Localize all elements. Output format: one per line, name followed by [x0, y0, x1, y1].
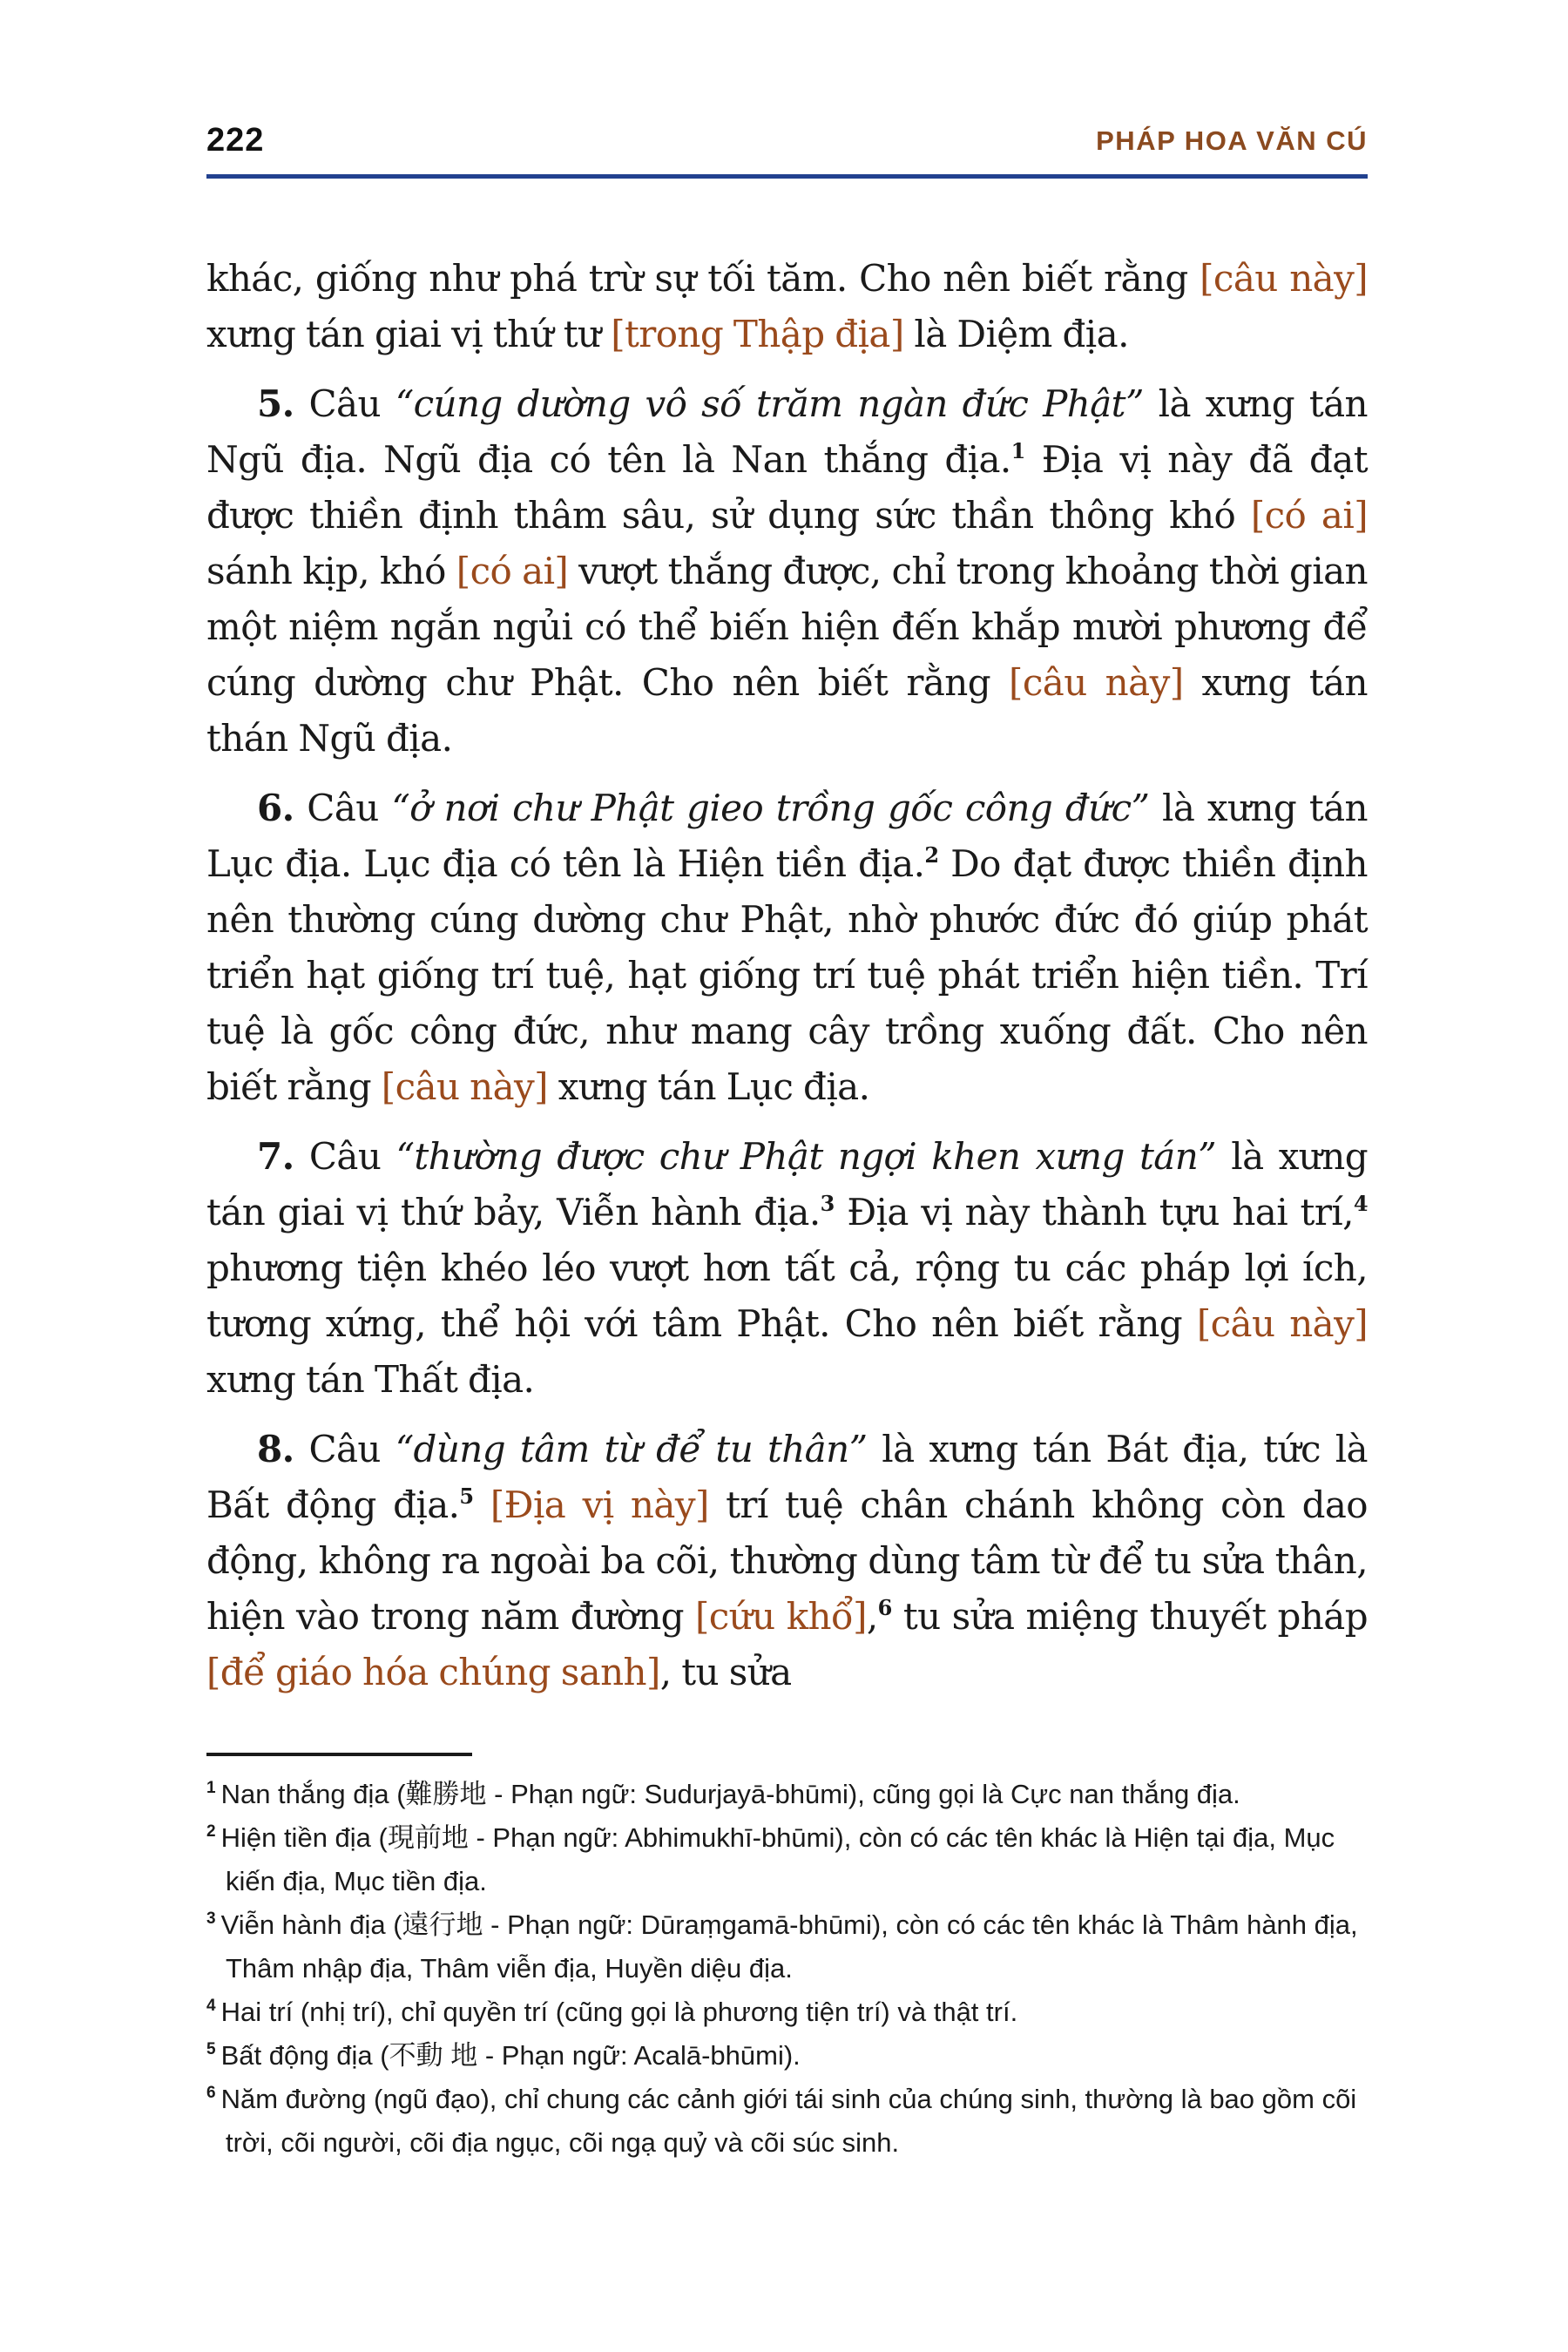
text-run: Câu — [294, 787, 392, 829]
text-run: , — [866, 1595, 878, 1638]
footnote-5 — [206, 2034, 1368, 2078]
text-run: xưng tán Thất địa. — [206, 1358, 535, 1401]
text-run — [474, 1484, 490, 1526]
editorial-bracket: [có ai] — [1250, 494, 1368, 537]
running-title: PHÁP HOA VĂN CÚ — [1096, 125, 1368, 156]
text-run: là Diệm địa. — [903, 313, 1129, 355]
paragraph-5 — [206, 376, 1368, 767]
footnotes — [206, 1773, 1368, 2165]
body-text — [206, 251, 1368, 1714]
paragraph-6 — [206, 781, 1368, 1115]
text-run: xưng tán giai vị thứ tư — [206, 313, 612, 355]
editorial-bracket: [câu này] — [1009, 661, 1184, 704]
footnote-number: 4 — [206, 1997, 216, 2015]
footnote-text: Nan thắng địa (難勝地 - Phạn ngữ: Sudurjayā-bhūmi), cũng gọi là Cực nan thắng địa. — [220, 1779, 1240, 1809]
footnote-number: 5 — [206, 2040, 216, 2058]
sutra-quote: “dùng tâm từ để tu thân” — [395, 1428, 868, 1470]
footnote-text: Năm đường (ngũ đạo), chỉ chung các cảnh giới tái sinh của chúng sinh, thường là bao gồm cõi trời, cõi người, cõi địa ngục, cõi ngạ quỷ và cõi súc sinh. — [220, 2084, 1357, 2158]
editorial-bracket: [câu này] — [381, 1065, 548, 1108]
sutra-quote: “thường được chư Phật ngợi khen xưng tán” — [395, 1135, 1217, 1178]
footnote-separator — [206, 1753, 472, 1756]
footnote-number: 2 — [206, 1822, 216, 1841]
footnote-number: 6 — [206, 2084, 216, 2102]
text-run: là xưng tán Bát địa, tức là Bất động địa. — [206, 1428, 1368, 1526]
editorial-bracket: [cứu khổ] — [695, 1595, 867, 1638]
footnote-text: Viễn hành địa (遠行地 - Phạn ngữ: Dūraṃgamā-bhūmi), còn có các tên khác là Thâm hành địa, Thâm nhập địa, Thâm viễn địa, Huyền diệu địa. — [220, 1909, 1358, 1984]
footnote-1 — [206, 1773, 1368, 1816]
text-run: Câu — [294, 1428, 395, 1470]
text-run: Địa vị này thành tựu hai trí, — [834, 1191, 1354, 1233]
footnote-number: 3 — [206, 1909, 216, 1928]
editorial-bracket: [để giáo hóa chúng sanh] — [206, 1651, 660, 1693]
editorial-bracket: [câu này] — [1200, 257, 1368, 300]
footnote-number: 1 — [206, 1779, 216, 1797]
text-run: vượt thắng được, chỉ trong khoảng thời gian một niệm ngắn ngủi có thể biến hiện đến khắp mười phương để cúng dường chư Phật. Cho nên biết rằng — [206, 550, 1368, 704]
footnote-4 — [206, 1990, 1368, 2034]
paragraph-8 — [206, 1422, 1368, 1700]
text-run: Do đạt được thiền định nên thường cúng dường chư Phật, nhờ phước đức đó giúp phát triển hạt giống trí tuệ, hạt giống trí tuệ phát triển hiện tiền. Trí tuệ là gốc công đức, như mang cây trồng xuống đất. Cho nên biết rằng — [206, 842, 1368, 1108]
footnote-ref[interactable]: 2 — [924, 842, 939, 868]
editorial-bracket: [có ai] — [456, 550, 569, 592]
text-run: là xưng tán Ngũ địa. Ngũ địa có tên là Nan thắng địa. — [206, 382, 1368, 481]
item-number: 8. — [257, 1428, 294, 1470]
footnote-2 — [206, 1816, 1368, 1903]
paragraph-continuation — [206, 251, 1368, 362]
text-run: trí tuệ chân chánh không còn dao động, không ra ngoài ba cõi, thường dùng tâm từ để tu sửa thân, hiện vào trong năm đường — [206, 1484, 1368, 1638]
text-run: Địa vị này đã đạt được thiền định thâm sâu, sử dụng sức thần thông khó — [206, 438, 1368, 537]
text-run: sánh kịp, khó — [206, 550, 456, 592]
footnote-ref[interactable]: 5 — [459, 1484, 474, 1509]
footnote-text: Hiện tiền địa (現前地 - Phạn ngữ: Abhimukhī-bhūmi), còn có các tên khác là Hiện tại địa, Mục kiến địa, Mục tiền địa. — [220, 1822, 1335, 1896]
footnote-6 — [206, 2078, 1368, 2165]
footnote-ref[interactable]: 4 — [1353, 1191, 1368, 1216]
text-run: , tu sửa — [659, 1651, 792, 1693]
editorial-bracket: [Địa vị này] — [490, 1484, 709, 1526]
page-number: 222 — [206, 122, 265, 159]
header-rule — [206, 174, 1368, 179]
footnote-ref[interactable]: 1 — [1010, 438, 1025, 463]
text-run: phương tiện khéo léo vượt hơn tất cả, rộng tu các pháp lợi ích, tương xứng, thể hội với tâm Phật. Cho nên biết rằng — [206, 1247, 1368, 1345]
page-header — [206, 122, 1368, 166]
text-run: là xưng tán Lục địa. Lục địa có tên là Hiện tiền địa. — [206, 787, 1368, 885]
text-run: xưng tán thán Ngũ địa. — [206, 661, 1368, 760]
editorial-bracket: [câu này] — [1196, 1302, 1368, 1345]
text-run: Câu — [294, 1135, 396, 1178]
footnote-ref[interactable]: 3 — [820, 1191, 835, 1216]
text-run: xưng tán Lục địa. — [547, 1065, 870, 1108]
footnote-text: Bất động địa (不動 地 - Phạn ngữ: Acalā-bhūmi). — [220, 2040, 801, 2071]
sutra-quote: “cúng dường vô số trăm ngàn đức Phật” — [395, 382, 1144, 425]
editorial-bracket: [trong Thập địa] — [611, 313, 904, 355]
footnote-text: Hai trí (nhị trí), chỉ quyền trí (cũng gọi là phương tiện trí) và thật trí. — [220, 1997, 1018, 2027]
item-number: 5. — [257, 382, 294, 425]
item-number: 6. — [257, 787, 294, 829]
footnote-ref[interactable]: 6 — [877, 1595, 892, 1620]
text-run: là xưng tán giai vị thứ bảy, Viễn hành địa. — [206, 1135, 1368, 1233]
item-number: 7. — [257, 1135, 294, 1178]
footnote-3 — [206, 1903, 1368, 1990]
sutra-quote: “ở nơi chư Phật gieo trồng gốc công đức” — [391, 787, 1150, 829]
paragraph-7 — [206, 1129, 1368, 1408]
text-run: khác, giống như phá trừ sự tối tăm. Cho nên biết rằng — [206, 257, 1200, 300]
text-run: tu sửa miệng thuyết pháp — [891, 1595, 1368, 1638]
text-run: Câu — [294, 382, 395, 425]
